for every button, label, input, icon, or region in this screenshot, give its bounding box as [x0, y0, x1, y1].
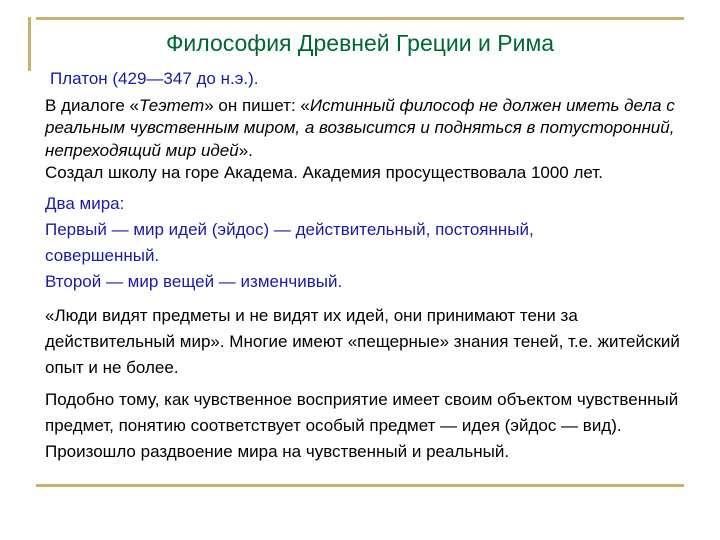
two-worlds-heading: Два мира:	[45, 193, 125, 213]
p1-dialogue-name: Теэтет	[138, 95, 205, 115]
p1-text-a: В диалоге «	[45, 95, 139, 115]
second-world: Второй — мир вещей — изменчивый.	[45, 271, 343, 291]
slide-content	[45, 68, 685, 471]
paragraph-eidos: Подобно тому, как чувственное восприятие имеет своим объектом чувственный предмет, понятию соответствует особый предмет — идея (эйдос — вид). Произошло раздвоение мира на чувственный и реальный.	[45, 389, 679, 461]
slide-top-rule	[36, 17, 684, 20]
slide-title: Философия Древней Греции и Рима	[165, 30, 555, 56]
first-world: Первый — мир идей (эйдос) — действительный, постоянный,	[45, 219, 534, 239]
p1-academy-text: Создал школу на горе Академа. Академия просуществовала 1000 лет.	[45, 163, 603, 182]
slide-bottom-rule	[36, 484, 684, 487]
paragraph-theaetetus	[45, 95, 685, 185]
slide-subtitle: Платон (429—347 до н.э.).	[50, 69, 259, 88]
two-worlds-block	[45, 191, 685, 295]
first-world-cont: совершенный.	[45, 245, 160, 265]
paragraph-shadows: «Люди видят предметы и не видят их идей, они принимают тени за действительный мир». Многие имеют «пещерные» знания теней, т.е. житейский опыт и не более.	[45, 305, 680, 377]
p1-text-e: ».	[238, 140, 253, 160]
p1-quote: Истинный философ не должен иметь дела с реальным чувственным миром, а возвысится и подняться в потусторонний, непреходящий мир идей	[45, 95, 675, 160]
p1-text-c: » он пишет: «	[204, 95, 310, 115]
